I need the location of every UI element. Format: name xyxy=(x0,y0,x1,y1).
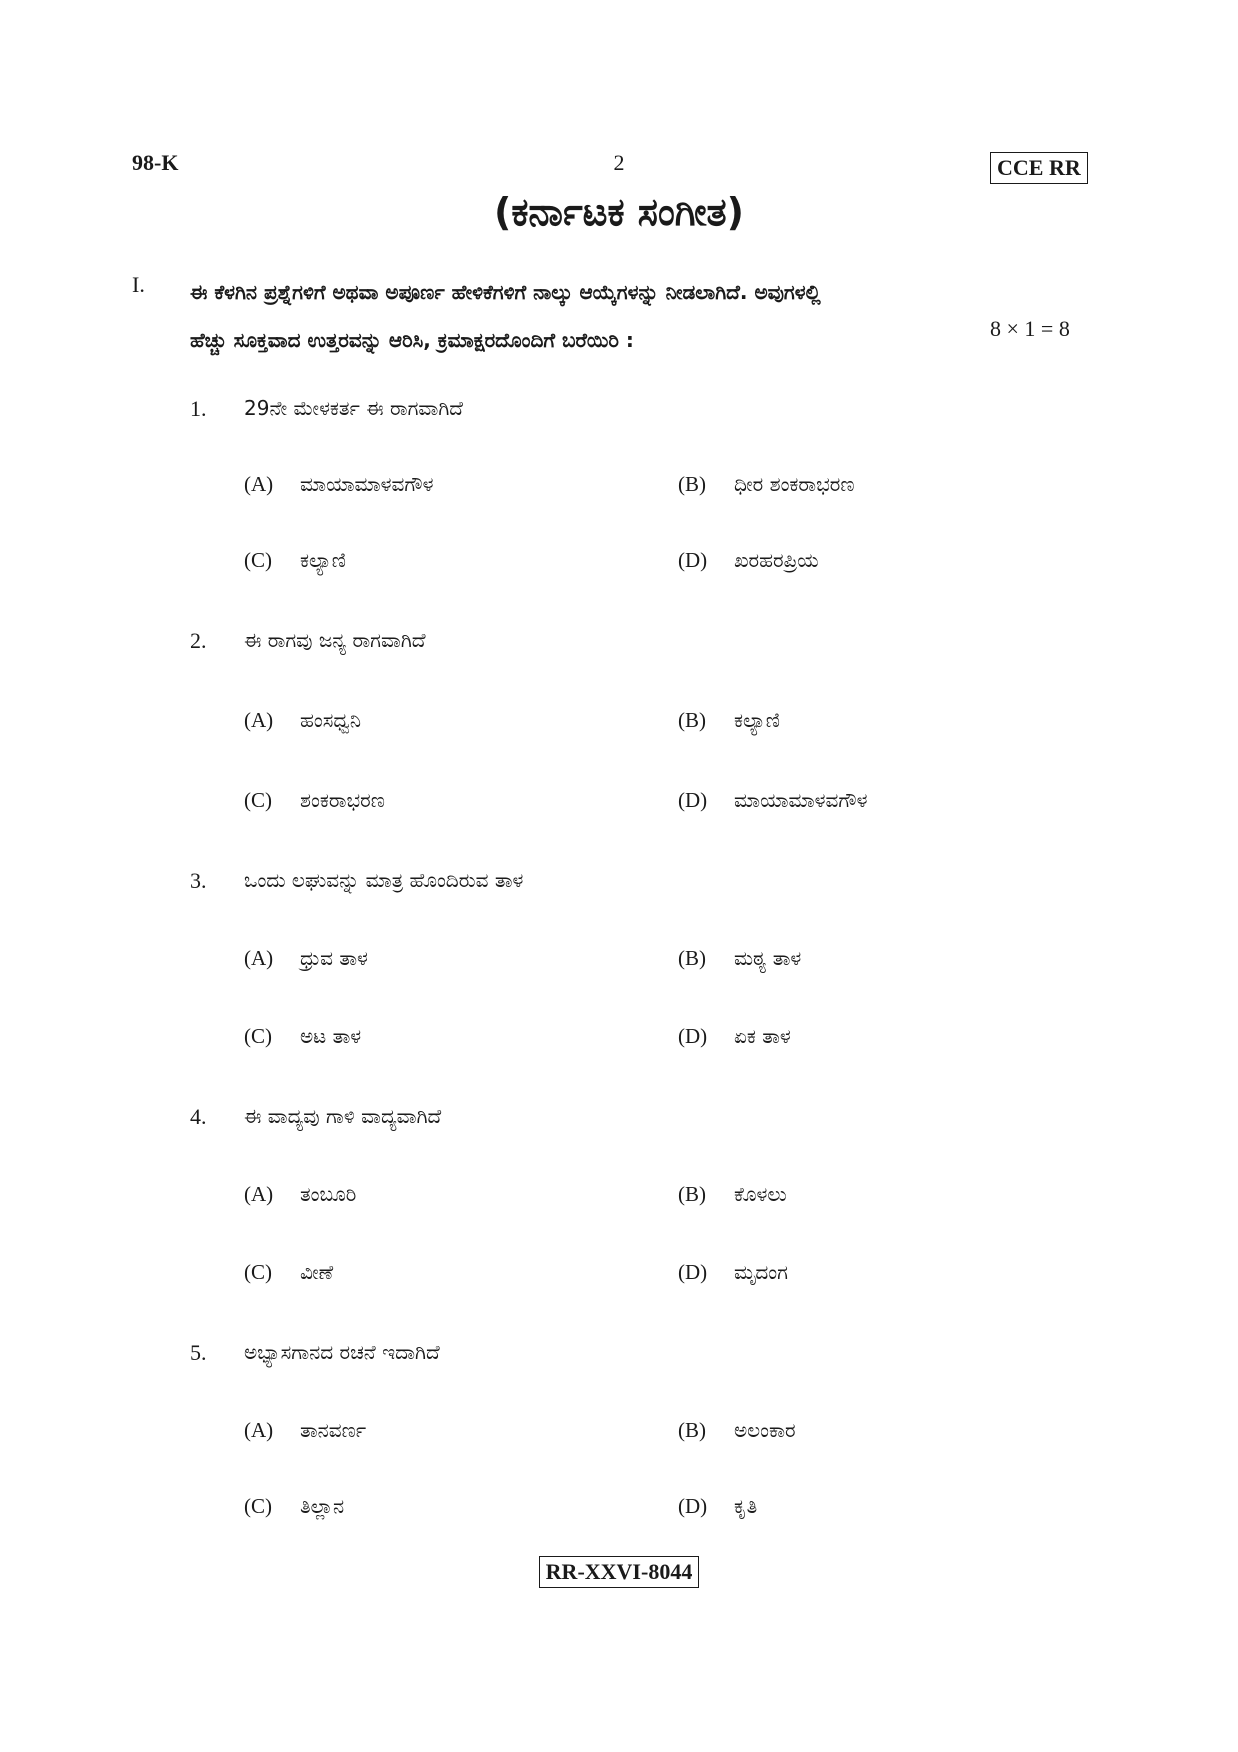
option-text: ಹಂಸಧ್ವನಿ xyxy=(300,708,361,732)
option-text: ಮಾಯಾಮಾಳವಗೌಳ xyxy=(300,472,434,496)
option-letter: (B) xyxy=(678,946,706,970)
option-text: ಕಲ್ಯಾಣಿ xyxy=(734,708,780,732)
question-text: 29ನೇ ಮೇಳಕರ್ತ ಈ ರಾಗವಾಗಿದೆ xyxy=(244,396,463,420)
instruction-line-2: ಹೆಚ್ಚು ಸೂಕ್ತವಾದ ಉತ್ತರವನ್ನು ಆರಿಸಿ, ಕ್ರಮಾಕ್ಷರದೊಂದಿಗೆ ಬರೆಯಿರಿ : xyxy=(190,328,634,352)
option-letter: (D) xyxy=(678,788,708,812)
option-letter: (B) xyxy=(678,1418,706,1442)
option-letter: (B) xyxy=(678,708,706,732)
option-text: ಅಟ ತಾಳ xyxy=(300,1024,362,1048)
question-text: ಈ ರಾಗವು ಜನ್ಯ ರಾಗವಾಗಿದೆ xyxy=(244,628,426,652)
option-letter: (D) xyxy=(678,1024,708,1048)
exam-code-box: CCE RR xyxy=(990,152,1088,184)
instruction-line-1: ಈ ಕೆಳಗಿನ ಪ್ರಶ್ನೆಗಳಿಗೆ ಅಥವಾ ಅಪೂರ್ಣ ಹೇಳಿಕೆಗಳಿಗೆ ನಾಲ್ಕು ಆಯ್ಕೆಗಳನ್ನು ನೀಡಲಾಗಿದೆ. ಅವುಗಳಲ್ಲಿ xyxy=(190,280,821,304)
option-text: ತಿಲ್ಲಾನ xyxy=(300,1494,345,1518)
option-text: ಮಠ್ಯ ತಾಳ xyxy=(734,946,802,970)
option-text: ಏಕ ತಾಳ xyxy=(734,1024,791,1048)
option-text: ಧೀರ ಶಂಕರಾಭರಣ xyxy=(734,472,855,496)
subject-title: (ಕರ್ನಾಟಕ ಸಂಗೀತ) xyxy=(493,190,745,234)
option-letter: (C) xyxy=(244,548,272,572)
option-letter: (D) xyxy=(678,1260,708,1284)
option-letter: (A) xyxy=(244,708,274,732)
option-text: ಕೊಳಲು xyxy=(734,1182,787,1206)
question-number: 3. xyxy=(190,868,207,893)
question-number: 2. xyxy=(190,628,207,653)
option-letter: (C) xyxy=(244,1494,272,1518)
section-instruction xyxy=(190,268,1110,364)
option-text: ವೀಣೆ xyxy=(300,1260,334,1284)
paper-code: 98-K xyxy=(132,150,179,175)
option-text: ಕೃತಿ xyxy=(734,1494,758,1518)
option-text: ಮೃದಂಗ xyxy=(734,1260,788,1284)
option-text: ಮಾಯಾಮಾಳವಗೌಳ xyxy=(734,788,868,812)
option-letter: (A) xyxy=(244,946,274,970)
option-letter: (C) xyxy=(244,1024,272,1048)
option-text: ಕಲ್ಯಾಣಿ xyxy=(300,548,346,572)
question-text: ಒಂದು ಲಘುವನ್ನು ಮಾತ್ರ ಹೊಂದಿರುವ ತಾಳ xyxy=(244,868,524,892)
option-letter: (A) xyxy=(244,1418,274,1442)
footer-code-box: RR-XXVI-8044 xyxy=(539,1556,700,1588)
question-number: 1. xyxy=(190,396,207,421)
section-number: I. xyxy=(132,272,145,297)
option-letter: (C) xyxy=(244,788,272,812)
option-letter: (A) xyxy=(244,472,274,496)
option-letter: (C) xyxy=(244,1260,272,1284)
option-text: ಧ್ರುವ ತಾಳ xyxy=(300,946,368,970)
option-letter: (D) xyxy=(678,1494,708,1518)
question-text: ಈ ವಾದ್ಯವು ಗಾಳಿ ವಾದ್ಯವಾಗಿದೆ xyxy=(244,1104,442,1128)
option-text: ತಂಬೂರಿ xyxy=(300,1182,357,1206)
option-text: ಅಲಂಕಾರ xyxy=(734,1418,796,1442)
page-number: 2 xyxy=(613,150,625,175)
option-text: ಶಂಕರಾಭರಣ xyxy=(300,788,385,812)
option-text: ಖರಹರಪ್ರಿಯ xyxy=(734,548,819,572)
option-text: ತಾನವರ್ಣ xyxy=(300,1418,367,1442)
option-letter: (B) xyxy=(678,472,706,496)
footer xyxy=(0,1556,1238,1588)
question-number: 4. xyxy=(190,1104,207,1129)
option-letter: (B) xyxy=(678,1182,706,1206)
section-marks: 8 × 1 = 8 xyxy=(990,316,1070,341)
question-text: ಅಭ್ಯಾಸಗಾನದ ರಚನೆ ಇದಾಗಿದೆ xyxy=(244,1340,440,1364)
option-letter: (A) xyxy=(244,1182,274,1206)
option-letter: (D) xyxy=(678,548,708,572)
question-number: 5. xyxy=(190,1340,207,1365)
